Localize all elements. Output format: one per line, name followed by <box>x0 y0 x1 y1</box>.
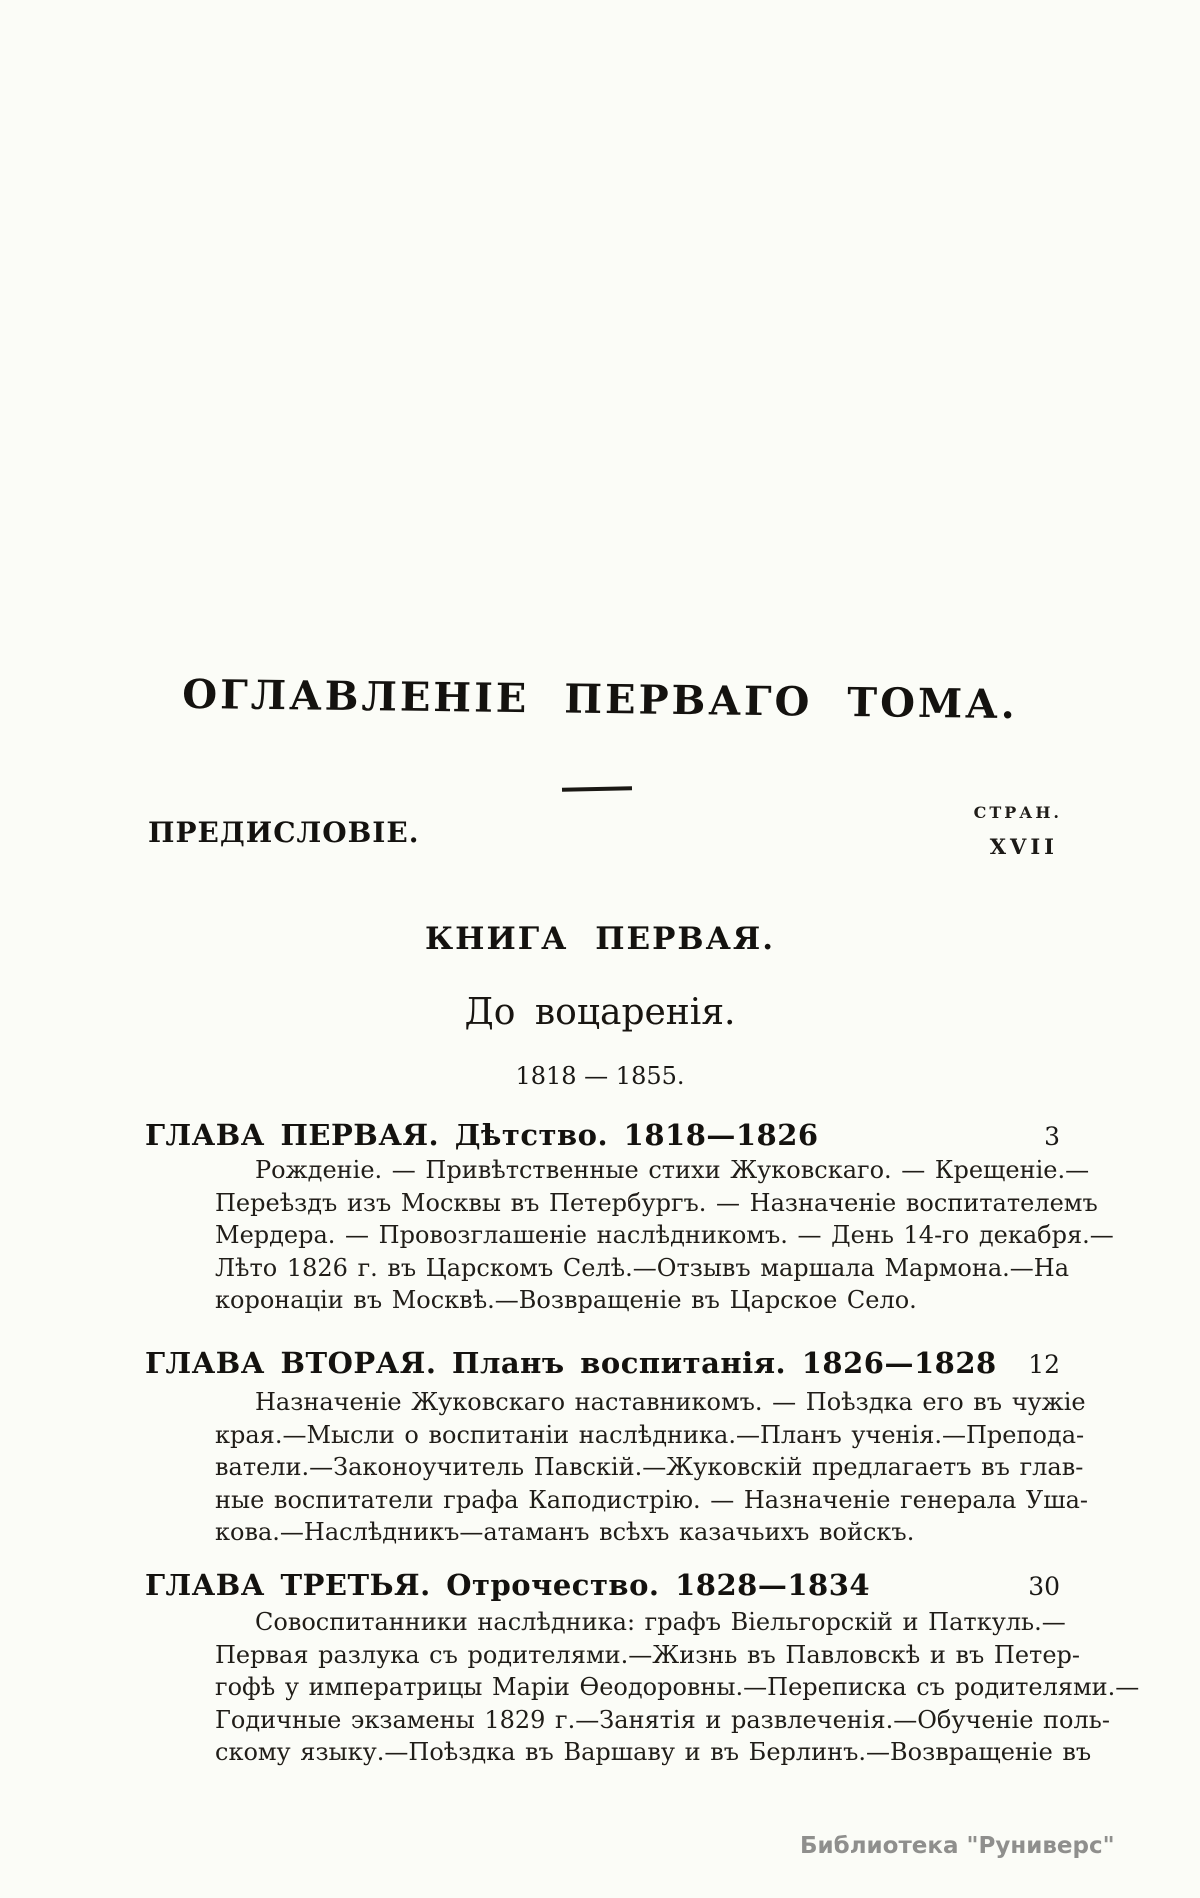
chapter-2-title: ГЛАВА ВТОРАЯ. Планъ воспитанія. 1826—1828 <box>145 1346 997 1380</box>
page-title: ОГЛАВЛЕНІЕ ПЕРВАГО ТОМА. <box>181 670 1019 729</box>
summary-line: Годичные экзамены 1829 г.—Занятія и развлеченія.—Обученіе поль- <box>215 1705 1110 1734</box>
chapter-1-heading-row <box>145 1118 1060 1152</box>
book-heading: КНИГА ПЕРВАЯ. <box>424 921 775 957</box>
chapter-3-summary <box>215 1606 1140 1769</box>
preface-page-number: XVII <box>989 834 1058 859</box>
summary-line: ватели.—Законоучитель Павскій.—Жуковскій предлагаетъ въ глав- <box>215 1453 1084 1482</box>
summary-line: Лѣто 1826 г. въ Царскомъ Селѣ.—Отзывъ маршала Мармона.—На <box>215 1253 1070 1282</box>
summary-line: Первая разлука съ родителями.—Жизнь въ Павловскѣ и въ Петер- <box>215 1640 1081 1669</box>
book-subheading: До воцаренія. <box>464 992 736 1033</box>
title-divider-rule <box>562 786 632 791</box>
summary-line: Переѣздъ изъ Москвы въ Петербургъ. — Назначеніе воспитателемъ <box>215 1188 1098 1217</box>
summary-line: края.—Мысли о воспитаніи наслѣдника.—Планъ ученія.—Препода- <box>215 1420 1085 1449</box>
page-column-header: СТРАН. <box>973 803 1062 822</box>
chapter-2-summary <box>215 1386 1088 1549</box>
library-watermark: Библиотека "Руниверс" <box>800 1833 1115 1859</box>
summary-line: кова.—Наслѣдникъ—атаманъ всѣхъ казачьихъ войскъ. <box>215 1518 915 1547</box>
summary-line: гофѣ у императрицы Маріи Ѳеодоровны.—Переписка съ родителями.— <box>215 1673 1140 1702</box>
summary-line: ные воспитатели графа Каподистрію. — Назначеніе генерала Уша- <box>215 1485 1088 1514</box>
book-years-range: 1818 — 1855. <box>515 1062 685 1090</box>
summary-line: скому языку.—Поѣздка въ Варшаву и въ Берлинъ.—Возвращеніе въ <box>215 1738 1092 1767</box>
summary-line: Совоспитанники наслѣдника: графъ Віельгорскій и Паткуль.— <box>255 1608 1066 1636</box>
summary-line: Рожденіе. — Привѣтственные стихи Жуковскаго. — Крещеніе.— <box>255 1156 1090 1184</box>
preface-label: ПРЕДИСЛОВІЕ. <box>148 816 420 849</box>
chapter-3-heading-row <box>145 1568 1060 1602</box>
summary-line: коронаціи въ Москвѣ.—Возвращеніе въ Царское Село. <box>215 1286 917 1315</box>
chapter-1-summary <box>215 1154 1114 1317</box>
chapter-3-title: ГЛАВА ТРЕТЬЯ. Отрочество. 1828—1834 <box>145 1568 871 1602</box>
summary-line: Назначеніе Жуковскаго наставникомъ. — Поѣздка его въ чужіе <box>255 1388 1086 1416</box>
chapter-1-title: ГЛАВА ПЕРВАЯ. Дѣтство. 1818—1826 <box>145 1118 819 1152</box>
chapter-2-page-number: 12 <box>1028 1350 1060 1379</box>
chapter-2-heading-row <box>145 1346 1060 1380</box>
summary-line: Мердера. — Провозглашеніе наслѣдникомъ. — День 14-го декабря.— <box>215 1221 1114 1250</box>
chapter-1-page-number: 3 <box>1044 1122 1060 1151</box>
chapter-3-page-number: 30 <box>1028 1572 1060 1601</box>
